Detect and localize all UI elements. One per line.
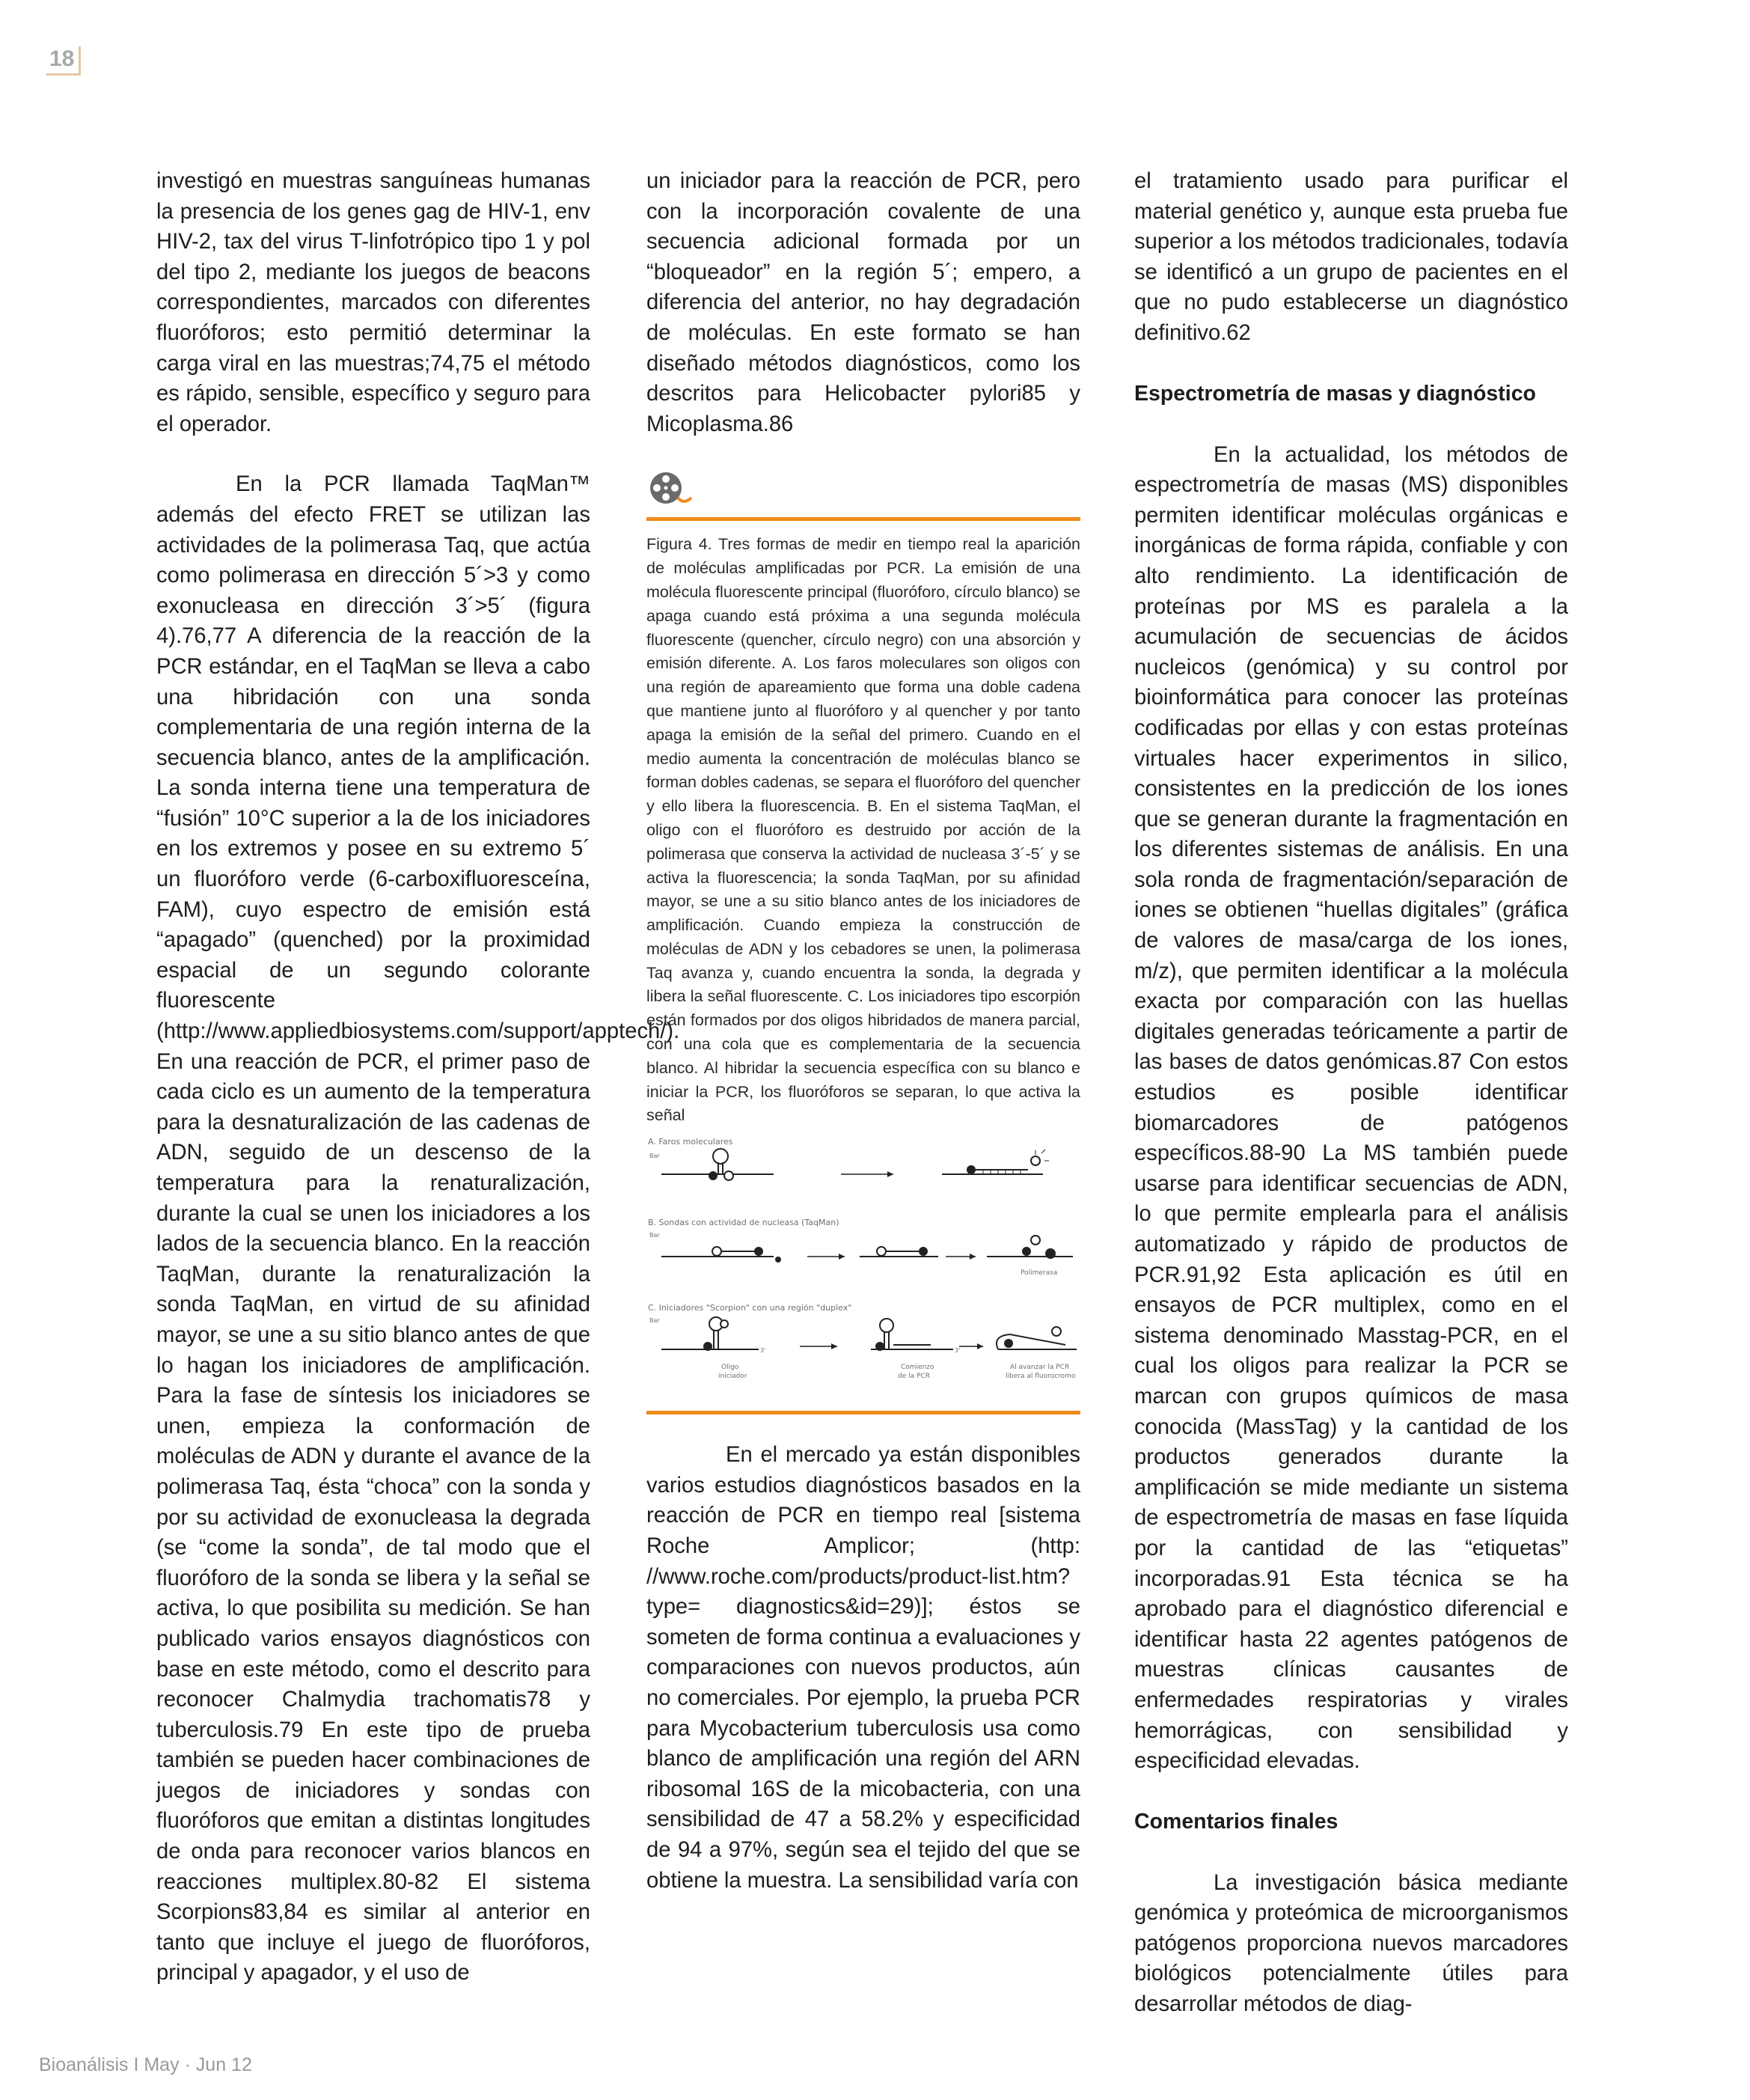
figure-small-label: 3' — [955, 1347, 961, 1355]
figure-top-rule — [646, 517, 1080, 521]
figure-label-b: B. Sondas con actividad de nucleasa (TaqMan) — [648, 1218, 839, 1228]
figure-caption: Figura 4. Tres formas de medir en tiempo real la aparición de moléculas amplificadas por PCR. La emisión de una molécula fluorescente principal (fluoróforo, círculo blanco) se apaga cuando está próxima a una segunda molécula fluorescente (quencher, círculo negro) con una absorción y emisión diferente. A. Los faros moleculares son oligos con una región de apareamiento que forma una doble cadena que mantiene junto al fluoróforo y al quencher y por tanto apaga la emisión de la señal del primero. Cuando en el medio aumenta la concentración de moléculas blanco se forman dobles cadenas, se separa el fluoróforo del quencher y ello libera la fluorescencia. B. En el sistema TaqMan, el oligo con el fluoróforo es destruido por acción de la polimerasa que conserva la actividad de nucleasa 3´-5´ y se activa la fluorescencia; la sonda TaqMan, por su afinidad mayor, se une a su sitio blanco antes de los iniciadores de amplificación. Cuando empieza la construcción de moléculas de ADN y los cebadores se unen, la polimerasa Taq avanza y, cuando encuentra la sonda, la degrada y libera la señal fluorescente. C. Los iniciadores tipo escorpión están formados por dos oligos hibridados de manera parcial, con una cola que es complementaria de la secuencia blanco. Al hibridar la secuencia específica con su blanco e iniciar la PCR, los fluoróforos se separan, lo que activa la señal — [646, 535, 1080, 1125]
section-heading: Espectrometría de masas y diagnóstico — [1134, 381, 1536, 406]
figure-bottom-rule — [646, 1411, 1080, 1414]
figure-label-comienzo: Comienzo — [901, 1364, 934, 1372]
paragraph: La investigación básica mediante genómica y proteómica de microorganismos patógenos proporciona nuevos marcadores biológicos potencialmente útiles para desarrollar métodos de diag- — [1134, 1870, 1568, 2017]
paragraph: En el mercado ya están disponibles varios estudios diagnósticos basados en la reacción de PCR en tiempo real [sistema Roche Amplicor; (http: //www.roche.com/products/product-list.htm? type= diagnostics&id=29)]; éstos se someten de forma continua a evaluaciones y comparaciones con nuevos productos, aún no comerciales. Por ejemplo, la prueba PCR para Mycobacterium tuberculosis usa como blanco de amplificación una región del ARN ribosomal 16S de la micobacteria, con una sensibilidad de 47 a 58.2% y especificidad de 94 a 97%, según sea el tejido del que se obtiene la muestra. La sensibilidad varía con — [646, 1443, 1080, 1893]
figure-label-oligo: Oligo — [721, 1364, 739, 1372]
figure-small-label: Bar — [649, 1232, 660, 1239]
figure-label-libera: libera al fluorocromo — [1006, 1373, 1076, 1381]
figure-label-c: C. Iniciadores "Scorpion" con una región "duplex" — [648, 1303, 852, 1313]
paragraph: En la actualidad, los métodos de espectrometría de masas (MS) disponibles permiten identificar moléculas orgánicas e inorgánicas de forma rápida, confiable y con alto rendimiento. La identificación de proteínas por MS es paralela a la acumulación de secuencias de ácidos nucleicos (genómica) y su control por bioinformática para conocer las proteínas codificadas por ellas y con estas proteínas virtuales hacer experimentos in silico, consistentes en la predicción de los iones que se generan durante la fragmentación en los diferentes sistemas de análisis. En una sola ronda de fragmentación/separación de iones se obtienen “huellas digitales” (gráfica de valores de masa/carga de los iones, m/z), que permiten identificar a la molécula exacta por comparación con las huellas digitales generadas teóricamente a partir de las bases de datos genómicas.87 Con estos estudios es posible identificar biomarcadores de patógenos específicos.88-90 La MS también puede usarse para identificar secuencias de ADN, lo que permite emplearla para el análisis automatizado y rápido de productos de PCR.91,92 Esta aplicación es útil en ensayos de PCR multiplex, como en el sistema denominado Masstag-PCR, en el cual los oligos para realizar la PCR se marcan con grupos químicos de masa conocida (MassTag) y la cantidad de los productos generados durante la amplificación se mide mediante un sistema de espectrometría de masas en fase líquida por la cantidad de las “etiquetas” incorporadas.91 Esta técnica se ha aprobado para el diagnóstico diferencial e identificar hasta 22 agentes patógenos de muestras clínicas causantes de enfermedades respiratorias y virales hemorrágicas, con sensibilidad y especificidad elevadas. — [1134, 442, 1568, 1774]
page-footer: Bioanálisis I May · Jun 12 — [39, 2054, 252, 2075]
film-reel-icon — [648, 469, 700, 507]
paragraph: el tratamiento usado para purificar el material genético y, aunque esta prueba fue superior a los métodos tradicionales, todavía se identificó a un grupo de pacientes en el que no pudo establecerse un diagnóstico definitivo.62 — [1134, 169, 1568, 345]
figure-label-polimerasa: Polimerasa — [1021, 1269, 1058, 1278]
figure-label-de-la-pcr: de la PCR — [898, 1373, 930, 1381]
text-column-2 — [646, 166, 1080, 1896]
figure-label-a: A. Faros moleculares — [648, 1137, 733, 1147]
paragraph: En la PCR llamada TaqMan™ además del efecto FRET se utilizan las actividades de la polimerasa Taq, que actúa como polimerasa en dirección 5´>3 y como exonucleasa en dirección 3´>5´ (figura 4).76,77 A diferencia de la reacción de la PCR estándar, en el TaqMan se lleva a cabo una hibridación con una sonda complementaria de una región interna de la secuencia blanco, antes de la amplificación. La sonda interna tiene una temperatura de “fusión” 10°C superior a la de los iniciadores en los extremos y posee en su extremo 5´ un fluoróforo verde (6-carboxifluoresceína, FAM), cuyo espectro de emisión está “apagado” (quenched) por la proximidad espacial de un segundo colorante fluorescente (http://www.appliedbiosystems.com/support/apptech/). En una reacción de PCR, el primer paso de cada ciclo es un aumento de la temperatura para la desnaturalización de las cadenas de ADN, seguido de un descenso de la temperatura para la renaturalización, durante la cual se unen los iniciadores a los lados de la secuencia blanco. En la reacción TaqMan, durante la renaturalización la sonda TaqMan, en virtud de su afinidad mayor, se une a su sitio blanco antes de que lo hagan los iniciadores de amplificación. Para la fase de síntesis los iniciadores se unen, empieza la conformación de moléculas de ADN y durante el avance de la polimerasa Taq, ésta “choca” con la sonda y por su actividad de exonucleasa la degrada (se “come la sonda”, de tal modo que el fluoróforo de la sonda se libera y la señal se activa, lo que posibilita su medición. Se han publicado varios ensayos diagnósticos con base en este método, como el descrito para reconocer Chalmydia trachomatis78 y tuberculosis.79 En este tipo de prueba también se pueden hacer combinaciones de juegos de iniciadores y sondas con fluoróforos que emitan a distintas longitudes de onda para reconocer varios blancos en reacciones multiplex.80-82 El sistema Scorpions83,84 es similar al anterior en tanto que incluye el juego de fluoróforos, principal y apagador, y el uso de — [156, 472, 680, 1985]
paragraph: un iniciador para la reacción de PCR, pero con la incorporación covalente de una secuencia adicional formada por un “bloqueador” en la región 5´; empero, a diferencia del anterior, no hay degradación de moléculas. En este formato se han diseñado métodos diagnósticos, como los descritos para Helicobacter pylori85 y Micoplasma.86 — [646, 169, 1080, 436]
figure-label-al-avanzar: Al avanzar la PCR — [1010, 1364, 1070, 1372]
figure-small-label: Bar — [649, 1317, 660, 1325]
figure-label-iniciador: iniciador — [718, 1373, 747, 1381]
figure-small-label: 3' — [760, 1347, 766, 1355]
page-number: 18 — [46, 46, 81, 76]
figure-4-diagram — [646, 1128, 1080, 1397]
section-heading: Comentarios finales — [1134, 1809, 1338, 1834]
figure-small-label: Bar — [649, 1153, 660, 1160]
paragraph: investigó en muestras sanguíneas humanas la presencia de los genes gag de HIV-1, env HIV-2, tax del virus T-linfotrópico tipo 1 y pol del tipo 2, mediante los juegos de beacons correspondientes, marcados con diferentes fluoróforos; esto permitió determinar la carga viral en las muestras;74,75 el método es rápido, sensible, específico y seguro para el operador. — [156, 169, 590, 436]
text-column-3 — [1134, 166, 1568, 2020]
